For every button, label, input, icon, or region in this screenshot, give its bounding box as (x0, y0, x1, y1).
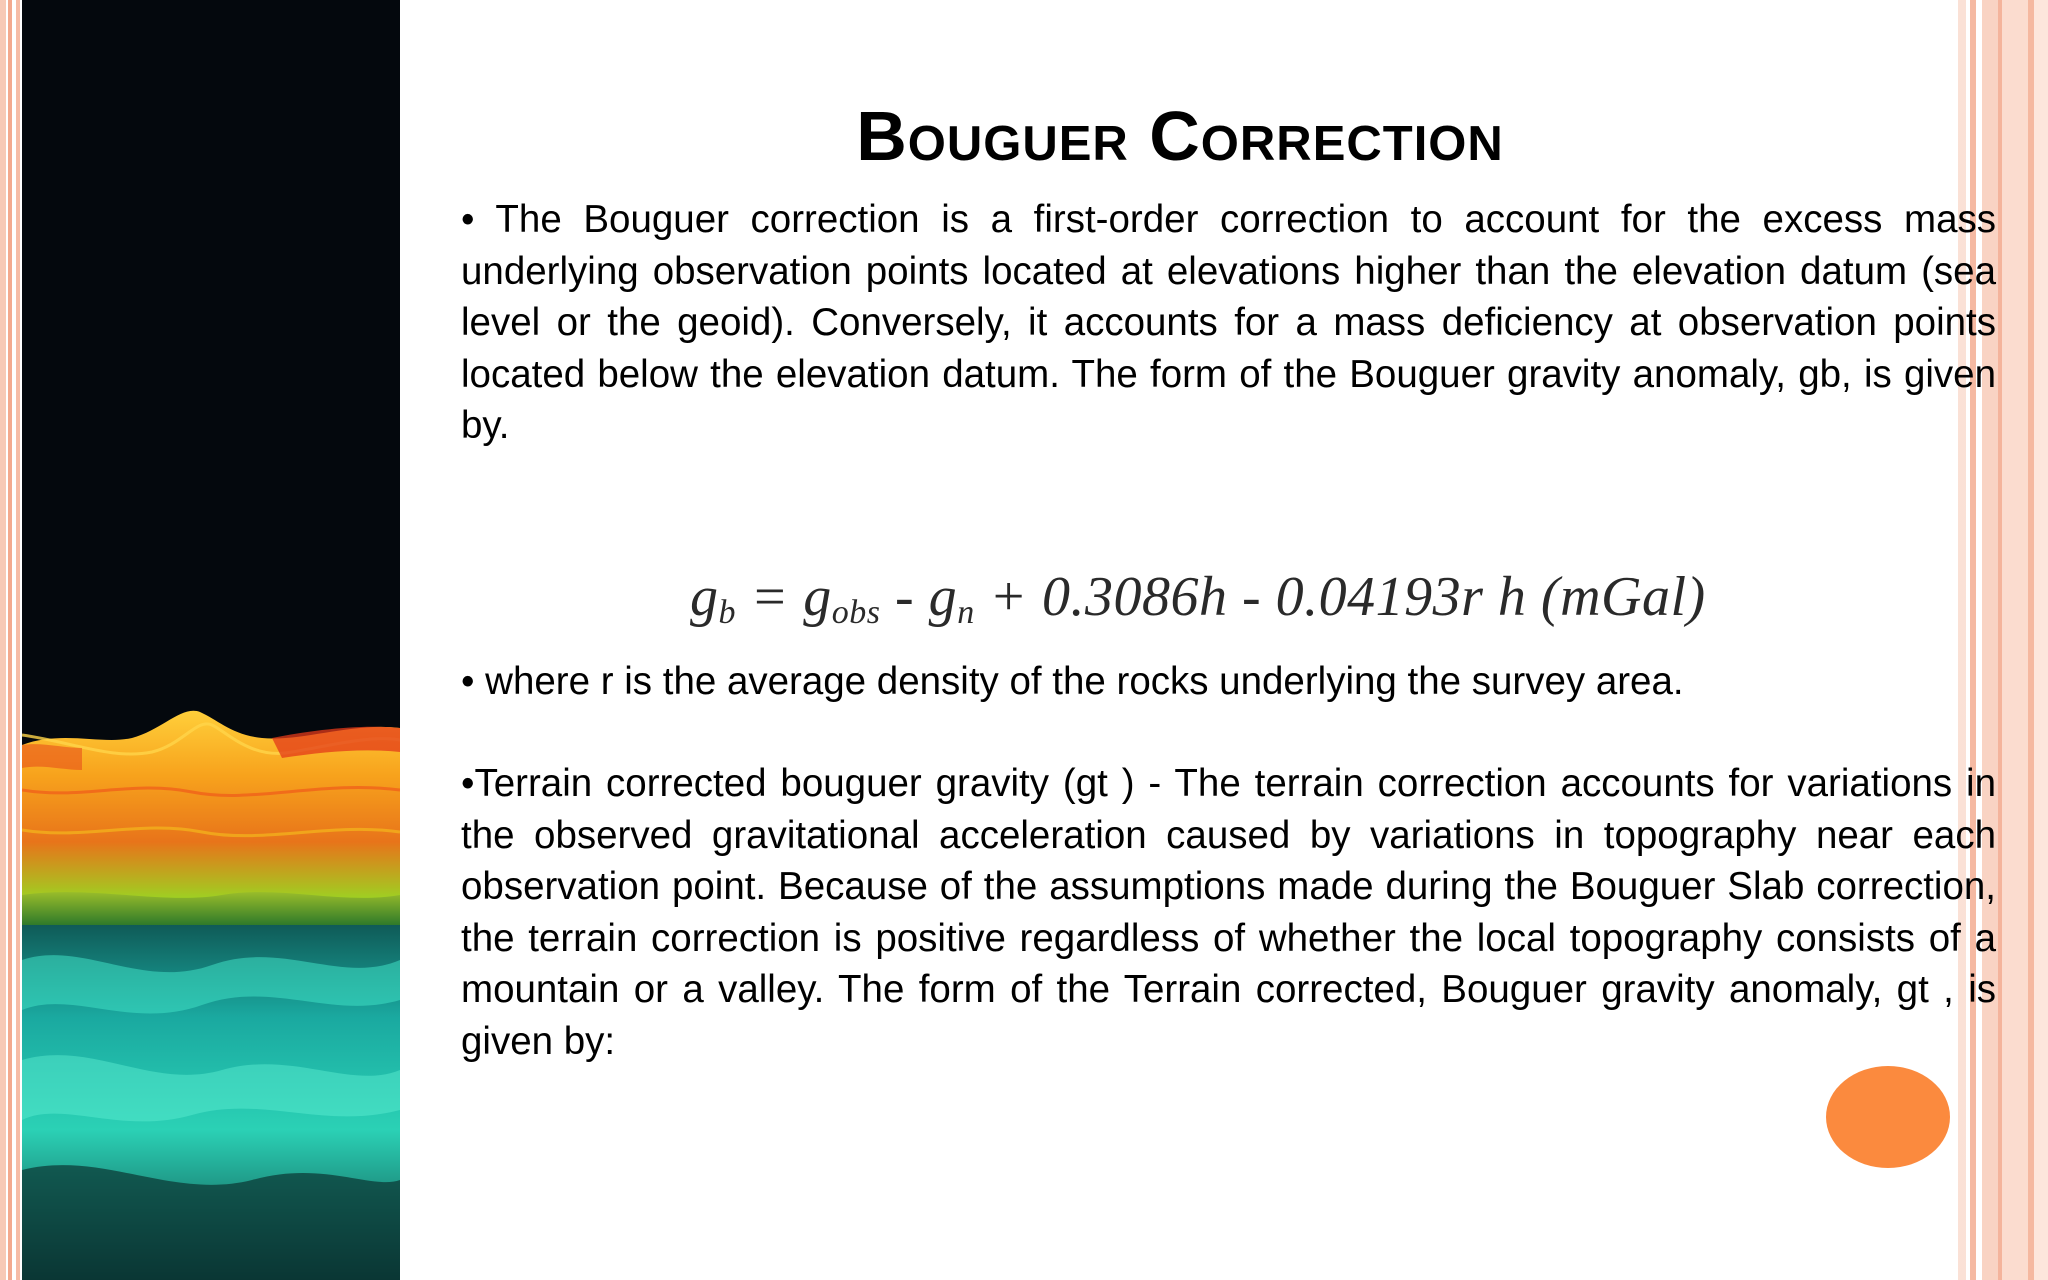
right-decorative-stripes (1958, 0, 2048, 1280)
formula-lhs: g (690, 566, 719, 628)
formula-equals-gobs: = g (736, 566, 832, 628)
gravity-anomaly-artwork (22, 0, 400, 1280)
bouguer-description-paragraph: • The Bouguer correction is a first-order correction to account for the excess mass underlying observation points located at elevations higher than the elevation datum (sea level or the geoid). Conversely, it accounts for a mass deficiency at observation points located below the elevation datum. The form of the Bouguer gravity anomaly, gb, is given by. (461, 198, 1996, 447)
terrain-correction-paragraph: •Terrain corrected bouguer gravity (gt ) - The terrain correction accounts for variations in the observed gravitational acceleration caused by variations in topography near each observation point. Because of the assumptions made during the Bouguer Slab correction, the terrain correction is positive regardless of whether the local topography consists of a mountain or a valley. The form of the Terrain corrected, Bouguer gravity anomaly, gt , is given by: (461, 762, 1996, 1063)
formula-n-subscript: n (957, 594, 975, 631)
formula-minus-gn: - g (880, 566, 958, 628)
formula-remainder: + 0.3086h - 0.04193r h (mGal) (974, 566, 1706, 628)
formula-lhs-subscript: b (718, 594, 736, 631)
formula-obs-subscript: obs (831, 594, 881, 631)
slide-title: Bouguer Correction (856, 97, 1504, 175)
orange-circle-icon (1826, 1066, 1950, 1168)
bouguer-anomaly-formula (690, 565, 1730, 637)
density-note-paragraph: • where r is the average density of the rocks underlying the survey area. (461, 660, 1684, 703)
